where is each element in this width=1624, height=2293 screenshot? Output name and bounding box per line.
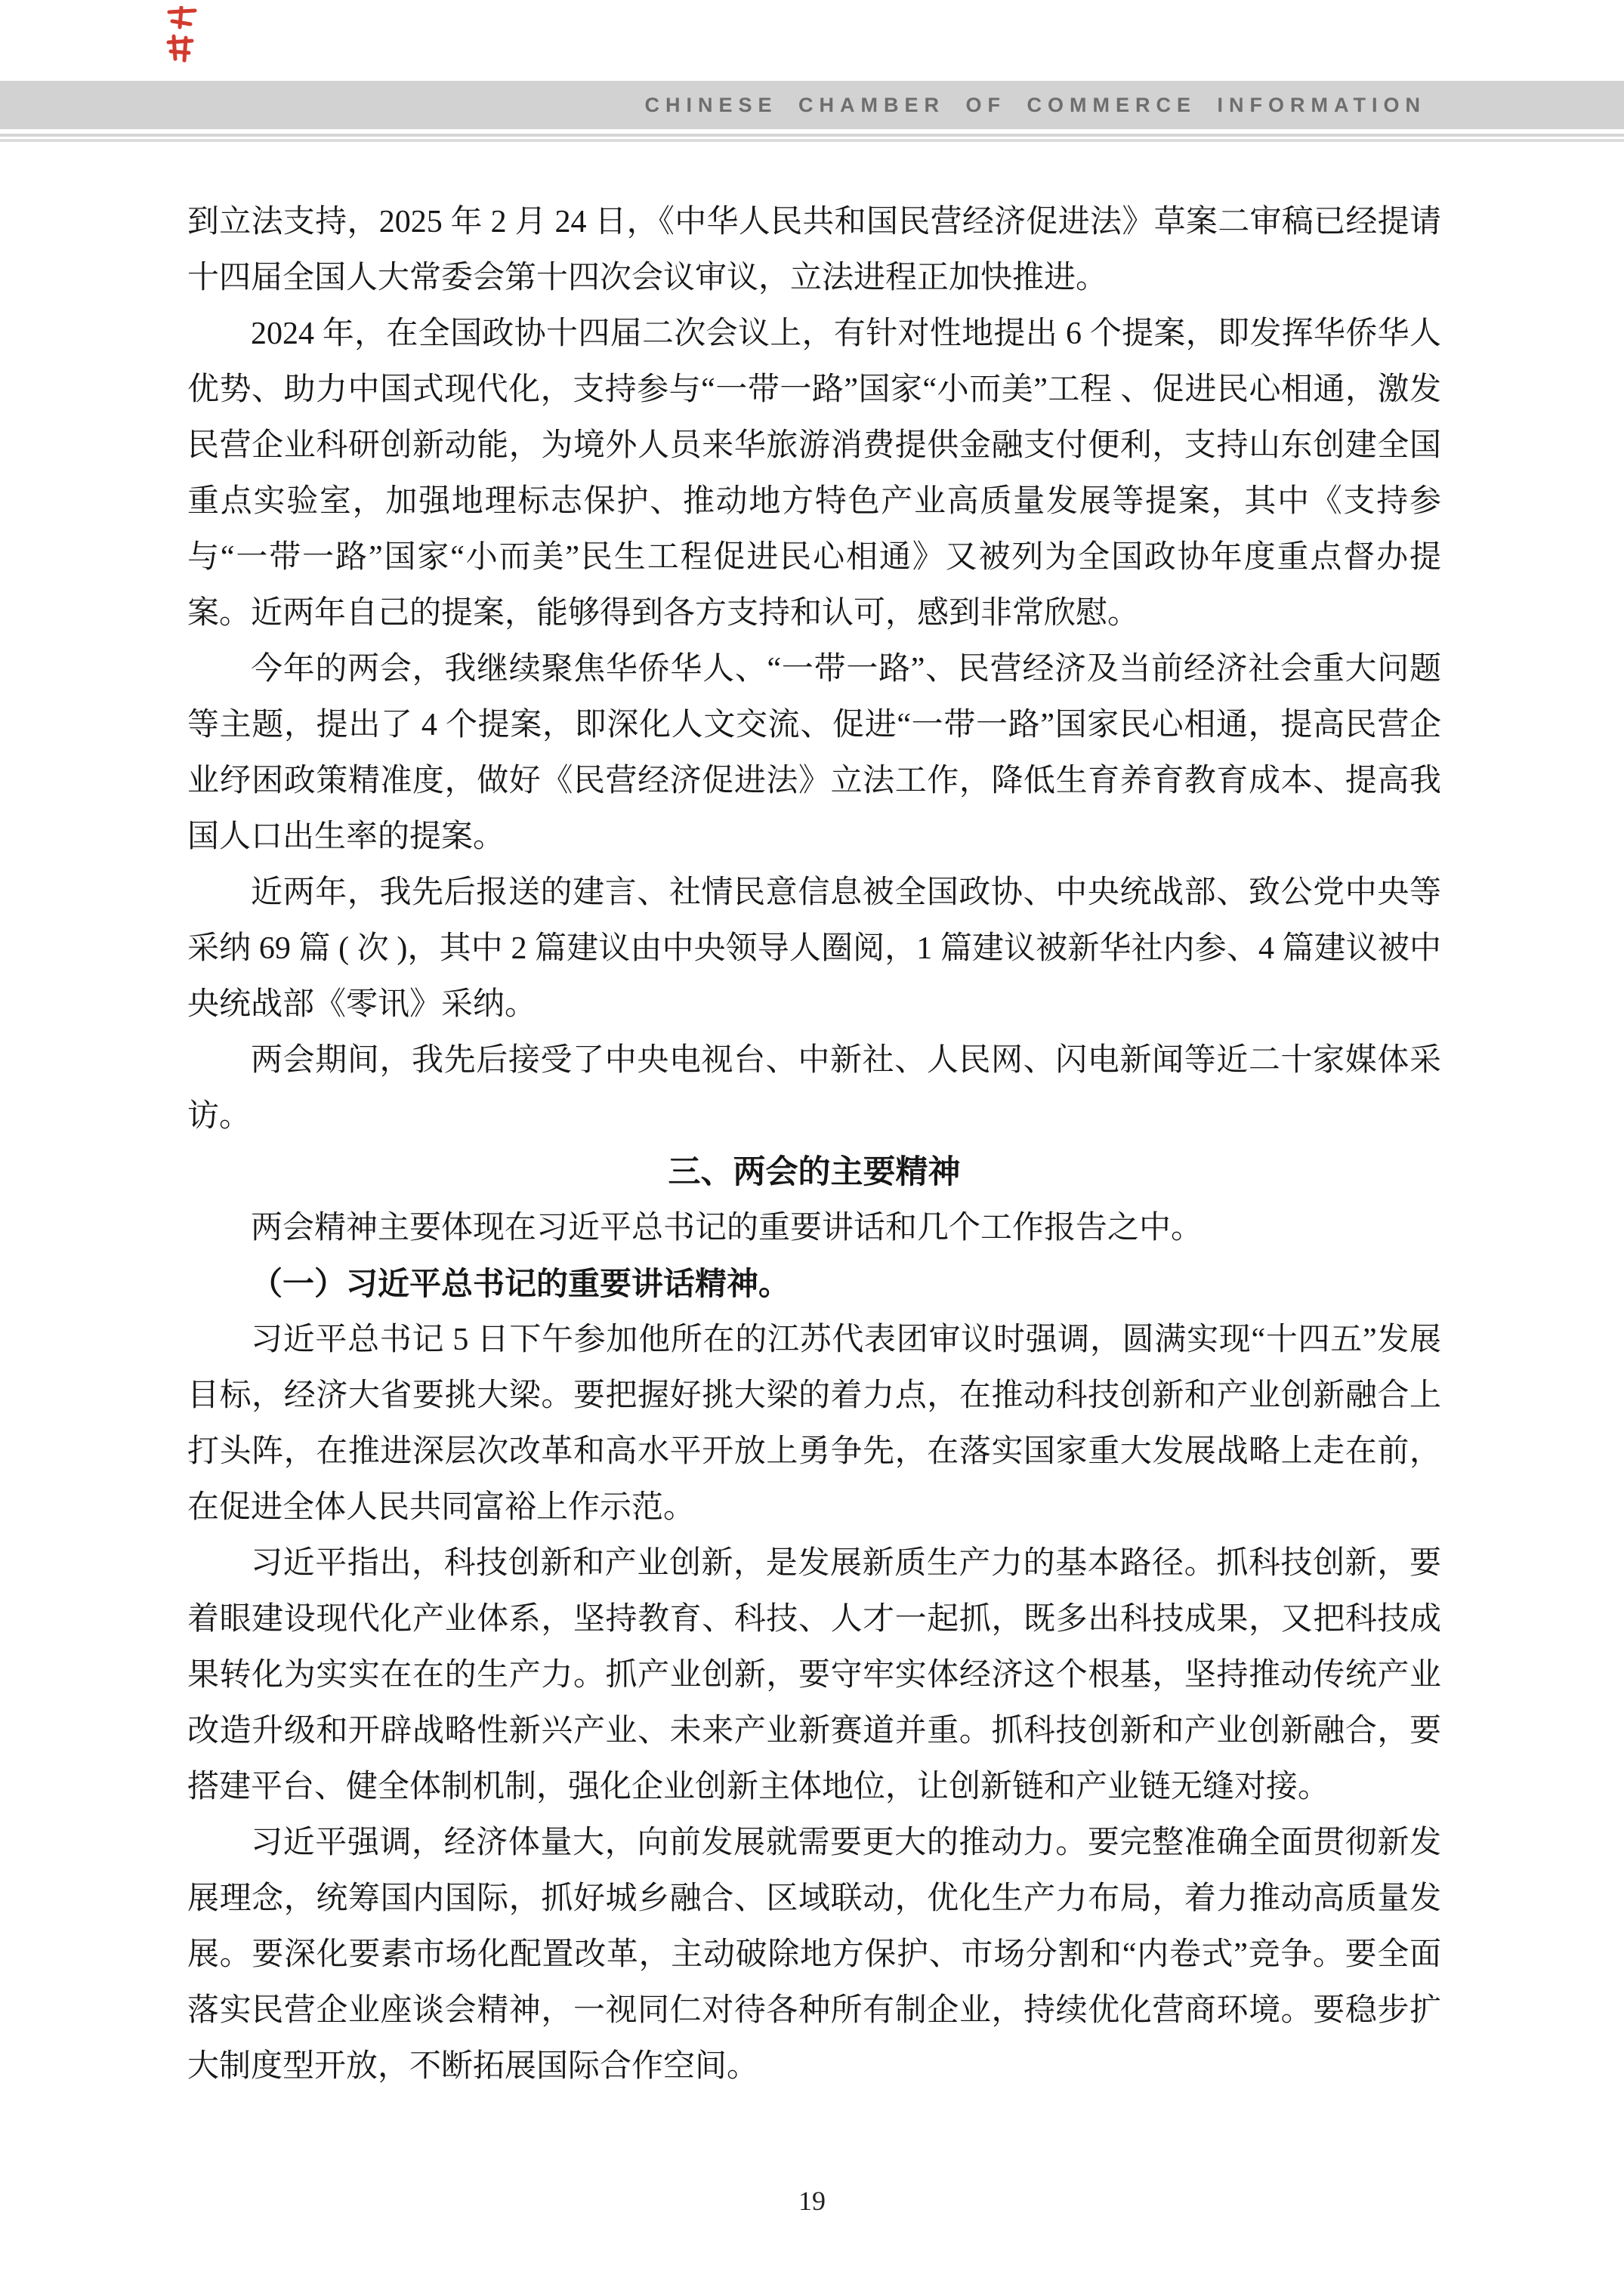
paragraph: 两会精神主要体现在习近平总书记的重要讲话和几个工作报告之中。 [251,1211,1203,1245]
masthead-rule-bottom [0,139,1624,142]
document-body [187,194,1441,2094]
paragraph: 近两年，我先后报送的建言、社情民意信息被全国政协、中央统战部、致公党中央等采纳 69 篇 ( 次 )，其中 2 篇建议由中央领导人圈阅，1 篇建议被新华社内参、4 篇建议被中央统战部《零讯》采纳。 [187,875,1441,1022]
paragraph: 习近平总书记 5 日下午参加他所在的江苏代表团审议时强调，圆满实现“十四五”发展目标，经济大省要挑大梁。要把握好挑大梁的着力点，在推动科技创新和产业创新融合上打头阵，在推进深层次改革和高水平开放上勇争先，在落实国家重大发展战略上走在前，在促进全体人民共同富裕上作示范。 [187,1322,1441,1525]
masthead-rule-top [0,134,1624,137]
paragraph: 习近平强调，经济体量大，向前发展就需要更大的推动力。要完整准确全面贯彻新发展理念，统筹国内国际，抓好城乡融合、区域联动，优化生产力布局，着力推动高质量发展。要深化要素市场化配置改革，主动破除地方保护、市场分割和“内卷式”竞争。要全面落实民营企业座谈会精神，一视同仁对待各种所有制企业，持续优化营商环境。要稳步扩大制度型开放，不断拓展国际合作空间。 [187,1825,1441,2084]
masthead-bar [0,81,1624,129]
section-heading: 三、两会的主要精神 [668,1154,961,1190]
page-number: 19 [798,2186,826,2216]
paragraph: 2024 年，在全国政协十四届二次会议上，有针对性地提出 6 个提案，即发挥华侨华人优势、助力中国式现代化，支持参与“一带一路”国家“小而美”工程 、促进民心相通，激发民营企业科研创新动能，为境外人员来华旅游消费提供金融支付便利，支持山东创建全国重点实验室，加强地理标志保护、推动地方特色产业高质量发展等提案，其中《支持参与“一带一路”国家“小而美”民生工程促进民心相通》又被列为全国政协年度重点督办提案。近两年自己的提案，能够得到各方支持和认可，感到非常欣慰。 [187,316,1441,631]
red-ink-marks-icon [166,6,202,69]
paragraph: 两会期间，我先后接受了中央电视台、中新社、人民网、闪电新闻等近二十家媒体采访。 [187,1043,1441,1134]
paragraph: 习近平指出，科技创新和产业创新，是发展新质生产力的基本路径。抓科技创新，要着眼建设现代化产业体系，坚持教育、科技、人才一起抓，既多出科技成果，又把科技成果转化为实实在在的生产力。抓产业创新，要守牢实体经济这个根基，坚持推动传统产业改造升级和开辟战略性新兴产业、未来产业新赛道并重。抓科技创新和产业创新融合，要搭建平台、健全体制机制，强化企业创新主体地位，让创新链和产业链无缝对接。 [187,1546,1441,1804]
masthead-title: CHINESE CHAMBER OF COMMERCE INFORMATION [644,93,1426,116]
paragraph: 今年的两会，我继续聚焦华侨华人、“一带一路”、民营经济及当前经济社会重大问题等主题，提出了 4 个提案，即深化人文交流、促进“一带一路”国家民心相通，提高民营企业纾困政策精准度，做好《民营经济促进法》立法工作，降低生育养育教育成本、提高我国人口出生率的提案。 [187,652,1441,854]
sub-heading: （一）习近平总书记的重要讲话精神。 [251,1266,791,1301]
paragraph: 到立法支持，2025 年 2 月 24 日，《中华人民共和国民营经济促进法》草案二审稿已经提请十四届全国人大常委会第十四次会议审议，立法进程正加快推进。 [187,205,1441,295]
